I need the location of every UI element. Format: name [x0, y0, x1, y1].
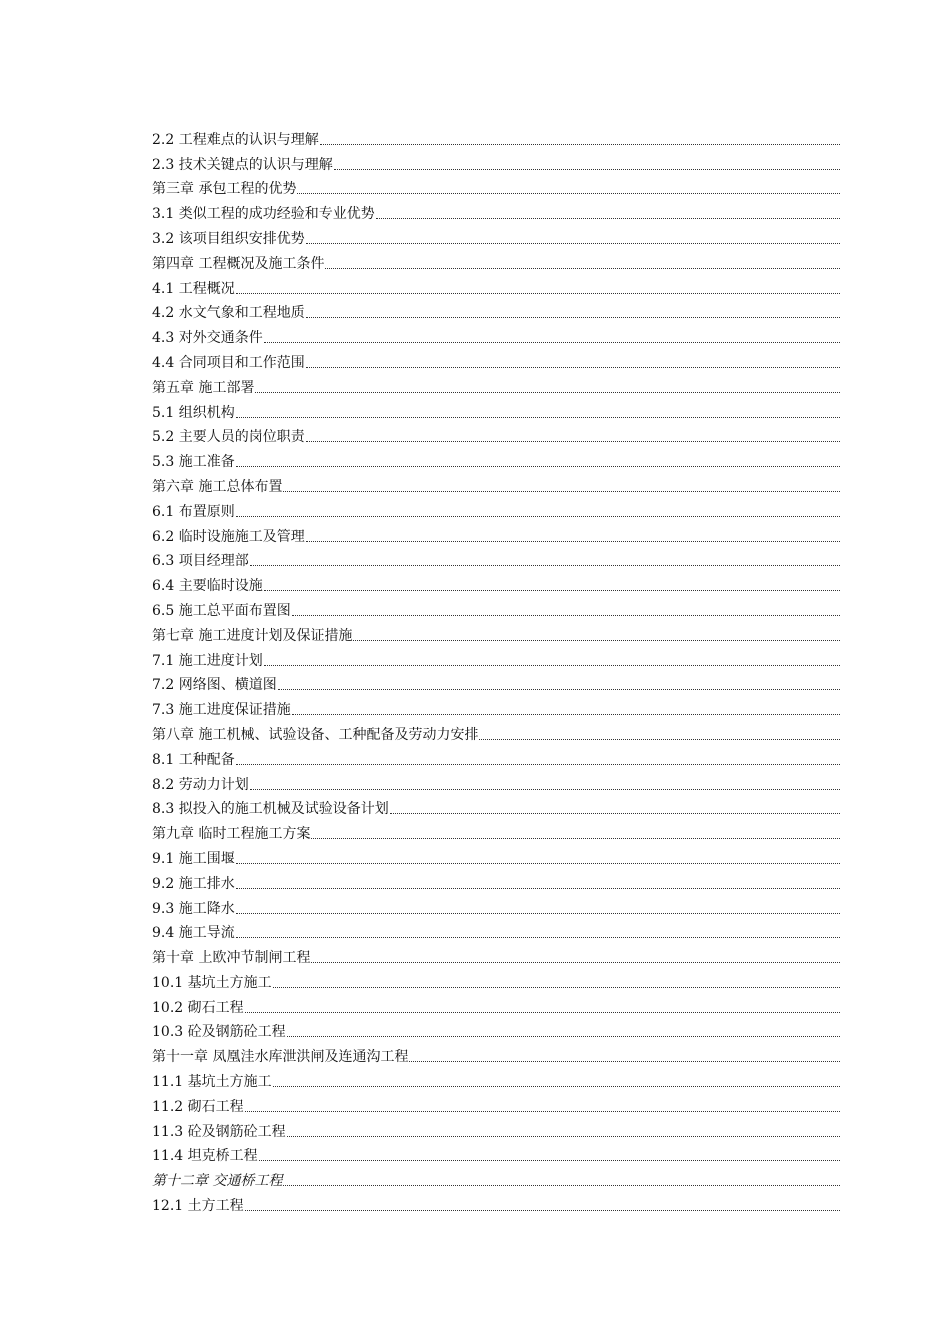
toc-entry-label: 6.3 项目经理部 — [152, 553, 249, 570]
dot-leader — [306, 242, 840, 244]
toc-entry[interactable] — [152, 992, 840, 1017]
toc-entry-label: 5.2 主要人员的岗位职责 — [152, 429, 305, 446]
dot-leader — [306, 440, 840, 442]
dot-leader — [278, 688, 840, 690]
toc-entry-label: 第六章 施工总体布置 — [152, 478, 283, 495]
dot-leader — [245, 1011, 840, 1013]
toc-entry[interactable] — [152, 1116, 840, 1141]
dot-leader — [250, 788, 840, 790]
toc-entry[interactable] — [152, 818, 840, 843]
toc-entry-label: 8.2 劳动力计划 — [152, 776, 249, 793]
toc-entry-label: 5.1 组织机构 — [152, 404, 235, 421]
dot-leader — [311, 961, 840, 963]
toc-entry[interactable] — [152, 149, 840, 174]
toc-entry-label: 12.1 土方工程 — [152, 1198, 244, 1215]
dot-leader — [292, 713, 840, 715]
toc-entry-label: 2.3 技术关键点的认识与理解 — [152, 156, 333, 173]
dot-leader — [236, 912, 840, 914]
toc-entry-label: 6.2 临时设施施工及管理 — [152, 528, 305, 545]
dot-leader — [306, 316, 840, 318]
toc-entry-label: 9.3 施工降水 — [152, 900, 235, 917]
dot-leader — [287, 1135, 840, 1137]
toc-entry[interactable] — [152, 546, 840, 571]
dot-leader — [325, 267, 840, 269]
toc-entry[interactable] — [152, 1190, 840, 1215]
toc-entry[interactable] — [152, 496, 840, 521]
dot-leader — [236, 416, 840, 418]
toc-entry[interactable] — [152, 372, 840, 397]
toc-entry[interactable] — [152, 719, 840, 744]
toc-entry-label: 11.3 砼及钢筋砼工程 — [152, 1123, 286, 1140]
toc-entry-label: 7.1 施工进度计划 — [152, 652, 263, 669]
toc-entry-label: 10.2 砌石工程 — [152, 999, 244, 1016]
dot-leader — [273, 1085, 840, 1087]
toc-entry[interactable] — [152, 893, 840, 918]
dot-leader — [236, 763, 840, 765]
toc-entry[interactable] — [152, 744, 840, 769]
toc-entry-label: 第八章 施工机械、试验设备、工种配备及劳动力安排 — [152, 726, 479, 743]
dot-leader — [264, 589, 840, 591]
dot-leader — [320, 143, 840, 145]
dot-leader — [297, 192, 840, 194]
toc-entry[interactable] — [152, 843, 840, 868]
dot-leader — [236, 515, 840, 517]
dot-leader — [479, 738, 840, 740]
toc-entry-label: 4.3 对外交通条件 — [152, 330, 263, 347]
toc-entry[interactable] — [152, 942, 840, 967]
toc-entry[interactable] — [152, 1066, 840, 1091]
toc-entry[interactable] — [152, 794, 840, 819]
dot-leader — [283, 1184, 840, 1186]
toc-entry[interactable] — [152, 967, 840, 992]
toc-entry[interactable] — [152, 198, 840, 223]
toc-entry-label: 4.2 水文气象和工程地质 — [152, 305, 305, 322]
toc-entry-label: 9.4 施工导流 — [152, 925, 235, 942]
toc-entry[interactable] — [152, 124, 840, 149]
toc-entry-label: 3.2 该项目组织安排优势 — [152, 230, 305, 247]
toc-entry[interactable] — [152, 273, 840, 298]
toc-entry-label: 11.1 基坑土方施工 — [152, 1074, 272, 1091]
toc-entry-label: 第四章 工程概况及施工条件 — [152, 255, 325, 272]
toc-entry-label: 第七章 施工进度计划及保证措施 — [152, 627, 353, 644]
dot-leader — [287, 1035, 840, 1037]
toc-entry-label: 第九章 临时工程施工方案 — [152, 826, 311, 843]
toc-entry[interactable] — [152, 521, 840, 546]
toc-entry[interactable] — [152, 1041, 840, 1066]
toc-entry-label: 第三章 承包工程的优势 — [152, 181, 297, 198]
toc-entry-label: 6.4 主要临时设施 — [152, 578, 263, 595]
toc-entry-label: 10.1 基坑土方施工 — [152, 974, 272, 991]
dot-leader — [311, 837, 840, 839]
toc-entry[interactable] — [152, 1091, 840, 1116]
dot-leader — [306, 540, 840, 542]
dot-leader — [245, 1209, 840, 1211]
toc-entry[interactable] — [152, 1141, 840, 1166]
dot-leader — [245, 1110, 840, 1112]
dot-leader — [283, 490, 840, 492]
toc-entry[interactable] — [152, 174, 840, 199]
toc-entry-label: 8.1 工种配备 — [152, 751, 235, 768]
toc-entry[interactable] — [152, 670, 840, 695]
toc-entry[interactable] — [152, 298, 840, 323]
toc-entry-label: 2.2 工程难点的认识与理解 — [152, 131, 319, 148]
dot-leader — [259, 1159, 840, 1161]
dot-leader — [236, 465, 840, 467]
dot-leader — [264, 664, 840, 666]
toc-entry[interactable] — [152, 223, 840, 248]
dot-leader — [334, 168, 840, 170]
toc-entry[interactable] — [152, 446, 840, 471]
dot-leader — [255, 391, 840, 393]
toc-entry-label: 第十章 上欧冲节制闸工程 — [152, 950, 311, 967]
toc-entry[interactable] — [152, 1165, 840, 1190]
dot-leader — [236, 887, 840, 889]
toc-entry-label: 3.1 类似工程的成功经验和专业优势 — [152, 206, 375, 223]
toc-entry[interactable] — [152, 570, 840, 595]
dot-leader — [409, 1060, 840, 1062]
toc-entry-label: 5.3 施工准备 — [152, 454, 235, 471]
toc-entry[interactable] — [152, 397, 840, 422]
dot-leader — [376, 217, 840, 219]
toc-entry[interactable] — [152, 645, 840, 670]
dot-leader — [390, 812, 840, 814]
dot-leader — [353, 639, 840, 641]
toc-entry[interactable] — [152, 1017, 840, 1042]
dot-leader — [236, 936, 840, 938]
toc-entry-label: 7.3 施工进度保证措施 — [152, 702, 291, 719]
toc-entry-label: 第五章 施工部署 — [152, 379, 255, 396]
toc-entry[interactable] — [152, 595, 840, 620]
toc-entry[interactable] — [152, 694, 840, 719]
toc-entry[interactable] — [152, 422, 840, 447]
toc-entry[interactable] — [152, 769, 840, 794]
toc-entry-label: 第十二章 交通桥工程 — [152, 1173, 283, 1190]
toc-entry-label: 4.1 工程概况 — [152, 280, 235, 297]
toc-entry-label: 11.2 砌石工程 — [152, 1098, 244, 1115]
toc-entry[interactable] — [152, 471, 840, 496]
toc-entry[interactable] — [152, 322, 840, 347]
toc-entry[interactable] — [152, 868, 840, 893]
dot-leader — [292, 614, 840, 616]
toc-entry-label: 6.1 布置原则 — [152, 503, 235, 520]
toc-entry-label: 11.4 坦克桥工程 — [152, 1148, 258, 1165]
toc-entry[interactable] — [152, 620, 840, 645]
toc-entry-label: 10.3 砼及钢筋砼工程 — [152, 1024, 286, 1041]
toc-entry-label: 9.2 施工排水 — [152, 875, 235, 892]
toc-entry-label: 4.4 合同项目和工作范围 — [152, 354, 305, 371]
dot-leader — [250, 564, 840, 566]
dot-leader — [273, 986, 840, 988]
dot-leader — [236, 862, 840, 864]
toc-entry-label: 6.5 施工总平面布置图 — [152, 602, 291, 619]
toc-entry-label: 8.3 拟投入的施工机械及试验设备计划 — [152, 801, 389, 818]
toc-entry-label: 9.1 施工围堰 — [152, 850, 235, 867]
toc-entry-label: 第十一章 凤凰洼水库泄洪闸及连通沟工程 — [152, 1049, 409, 1066]
toc-entry-label: 7.2 网络图、横道图 — [152, 677, 277, 694]
dot-leader — [306, 366, 840, 368]
dot-leader — [236, 292, 840, 294]
table-of-contents — [152, 124, 840, 1215]
dot-leader — [264, 341, 840, 343]
toc-entry[interactable] — [152, 248, 840, 273]
toc-entry[interactable] — [152, 918, 840, 943]
toc-entry[interactable] — [152, 347, 840, 372]
